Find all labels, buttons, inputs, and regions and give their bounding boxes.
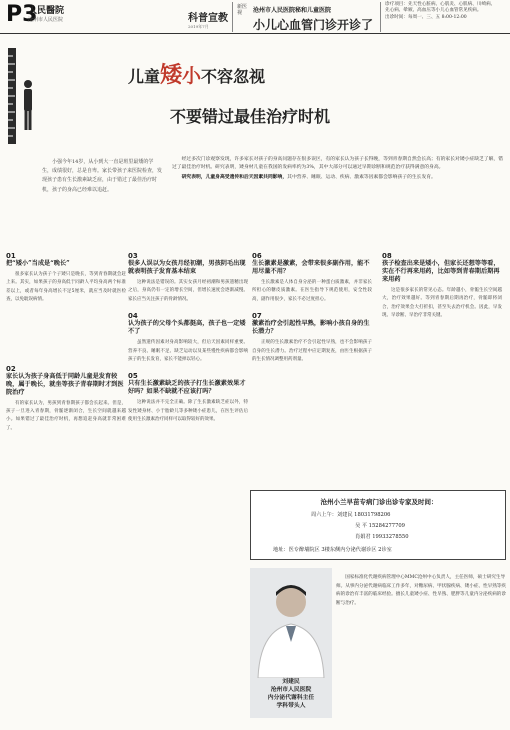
qa-text: 很多家长认为孩子个子矮只是晚长，等到青春期就会赶上来。其实，如果孩子的身高低于同龄人平均身高两个标准差以上，或者每年身高增长不足5厘米，就应当及时就医检查，以免耽误病情。 bbox=[6, 272, 126, 303]
qa-number: 04 bbox=[128, 312, 138, 321]
qa-block bbox=[252, 252, 372, 304]
clinic-info-line: 诊疗项目：先天性心脏病、心肌炎、心肌病、川崎病、 bbox=[385, 2, 496, 7]
intro-paragraph bbox=[172, 156, 506, 182]
qa-block bbox=[128, 312, 248, 364]
qa-number: 06 bbox=[252, 252, 262, 260]
qa-title: 把“矮小”当成是“晚长” bbox=[6, 260, 70, 267]
qa-text: 这是很多家长的常见心态。年龄越小，骨骺生长空间越大，治疗效果越好。等到青春期后期再治疗，骨骺即将闭合，治疗效果会大打折扣，甚至失去治疗机会。因此，早发现、早诊断、早治疗非常关键。 bbox=[382, 288, 502, 319]
article-column-4 bbox=[382, 252, 502, 329]
schedule-title: 沧州小兰早苗专病门诊出诊专家及时间： bbox=[320, 498, 438, 506]
qa-title: 认为孩子的父母个头都挺高，孩子也一定矮不了 bbox=[128, 320, 246, 336]
qa-text: 虽然遗传因素对身高影响较大，但后天因素同样重要。营养不良、睡眠不足、缺乏运动以及某些慢性疾病都会影响孩子的生长发育，家长不能掉以轻心。 bbox=[128, 340, 248, 363]
qa-block bbox=[128, 372, 248, 424]
qa-title: 激素治疗会引起性早熟，影响小孩自身的生长潜力？ bbox=[252, 320, 370, 336]
promo-banner bbox=[232, 2, 378, 32]
clinic-schedule-box bbox=[250, 490, 506, 560]
qa-title: 生长激素是激素，会带来很多副作用，能不用尽量不用？ bbox=[252, 260, 370, 275]
article-column-2 bbox=[128, 252, 248, 433]
headline-line2: 不要错过最佳治疗时机 bbox=[170, 107, 331, 126]
qa-title: 很多人误以为女孩月经初潮，男孩阴毛出现就表明孩子发育基本结束 bbox=[128, 260, 246, 275]
schedule-row: 周六上午：刘建民 18031798206 bbox=[311, 512, 391, 518]
qa-block bbox=[382, 252, 502, 321]
hero-section bbox=[0, 36, 510, 154]
qa-title: 只有生长激素缺乏的孩子打生长激素效果才好吗？如果不缺就不应该打吗？ bbox=[128, 380, 246, 396]
qa-number: 02 bbox=[6, 364, 16, 373]
schedule-address: 地址：医专醉墙院区 3楼东侧内分泌代谢诊区 2诊室 bbox=[273, 547, 392, 553]
promo-subtitle: 沧州市人民医院秘和儿童医院 bbox=[253, 7, 332, 14]
page-number: P3 bbox=[6, 2, 38, 27]
schedule-row: 肖娟君 19933278550 bbox=[355, 534, 409, 540]
article-column-1 bbox=[6, 252, 126, 441]
height-ruler-icon bbox=[6, 48, 38, 144]
issue-date: 2019年7月 bbox=[188, 24, 209, 29]
qa-number: 05 bbox=[128, 372, 138, 381]
doctor-title: 学科带头人 bbox=[276, 703, 306, 709]
qa-block bbox=[6, 252, 126, 305]
doctor-name: 刘建民 bbox=[282, 679, 300, 685]
qa-text: 这种说法是错误的。其实女孩月经初潮和男孩遗精出现之后，身高仍有一定的增长空间，但增长速度会逐渐减慢。家长应当关注孩子的骨龄情况。 bbox=[128, 280, 248, 302]
headline-line1: 儿童矮小不容忽视 bbox=[128, 62, 266, 88]
qa-text: 有的家长认为，男孩到青春期孩子都会长起来。但是，孩子一旦进入青春期，骨骺逐渐闭合，生长空间就越来越小。如果错过了最佳治疗时机，再想追赶身高就非常困难了。 bbox=[6, 400, 126, 431]
intro-text: 研究表明，儿童身高受遗传和后天因素共同影响，其中营养、睡眠、运动、疾病、激素等因素都会影响孩子的生长发育。 bbox=[181, 173, 436, 180]
doctor-bio: 国家标准化代谢疾病管理中心MMC沧州中心负责人，主任医师，硕士研究生导师。从事内分泌代谢病临床工作多年，对糖尿病、甲状腺疾病、矮小症、性早熟等疾病的诊治有丰富的临床经验。擅长儿童矮小症、性早熟、肥胖等儿童内分泌疾病的诊断与治疗。 bbox=[336, 575, 506, 606]
promo-tag: 新医视 bbox=[237, 4, 248, 16]
clinic-info bbox=[380, 2, 508, 32]
doctor-portrait-icon bbox=[250, 568, 332, 678]
doctor-title: 内分泌代谢科主任 bbox=[267, 695, 315, 701]
clinic-info-line: 出诊时间：每周一、三、五 8:00-12:00 bbox=[385, 14, 467, 20]
qa-block bbox=[128, 252, 248, 304]
schedule-row: 吴 平 15284277709 bbox=[355, 523, 405, 529]
qa-number: 03 bbox=[128, 252, 138, 260]
section-title: 科普宣教 bbox=[188, 13, 228, 24]
doctor-caption bbox=[256, 678, 326, 710]
intro-text: 经过多次门诊观察发现，许多家长对孩子的身高问题存在很多误区，有的家长认为孩子长得晚，等到青春期自然会长高；有的家长对矮小症缺乏了解，错过了最佳治疗时机。研究表明，矮身材儿童在我国的发病率约为3%，其中大部分可以通过早期诊断和规范治疗获得满意的身高。 bbox=[172, 157, 503, 171]
qa-number: 08 bbox=[382, 252, 392, 260]
qa-title: 家长认为孩子身高低于同龄儿童是发育较晚，属于晚长，就坐等孩子青春期时才到医院治疗 bbox=[6, 372, 124, 396]
qa-text: 生长激素是人体自身分泌的一种蛋白质激素，并非家长所担心的糖皮质激素。在医生指导下规范使用，安全性较高，副作用很少，家长不必过度担心。 bbox=[252, 280, 372, 302]
qa-block bbox=[6, 365, 126, 434]
page-header bbox=[0, 0, 510, 34]
qa-text: 这种说法并不完全正确。除了生长激素缺乏症以外，特发性矮身材、小于胎龄儿等多种矮小症患儿，在医生评估后使用生长激素治疗同样可以取得较好的效果。 bbox=[128, 400, 248, 423]
lead-paragraph: 小强今年14岁，从小到大一直是班里最矮的学生，成绩很好，总是自卑。家长带孩子来医院检查，发现孩子患有生长激素缺乏症，由于错过了最佳治疗时机，孩子的身高已经难以追赶。 bbox=[42, 159, 163, 193]
qa-text: 正规的生长激素治疗不会引起性早熟，也不会影响孩子自身的生长潜力。治疗过程中应定期复查，由医生根据孩子的生长情况调整用药剂量。 bbox=[252, 340, 372, 363]
qa-title: 孩子检查出来是矮小，但家长还想等等看，实在不行再来用药，比如等到青春期后期再来用药 bbox=[382, 260, 500, 283]
clinic-info-line: 先心病、晕厥、高血压等小儿心血管常见疾病。 bbox=[385, 8, 482, 14]
newspaper-name: 人民醫院 bbox=[28, 6, 65, 16]
article-column-3 bbox=[252, 252, 372, 372]
qa-block bbox=[252, 312, 372, 364]
qa-number: 07 bbox=[252, 312, 262, 321]
qa-number: 01 bbox=[6, 252, 16, 260]
doctor-title: 沧州市人民医院 bbox=[270, 687, 312, 693]
promo-title: 小儿心血管门诊开诊了 bbox=[253, 18, 374, 32]
issue-info: 沧州市人民医院 bbox=[28, 17, 64, 23]
